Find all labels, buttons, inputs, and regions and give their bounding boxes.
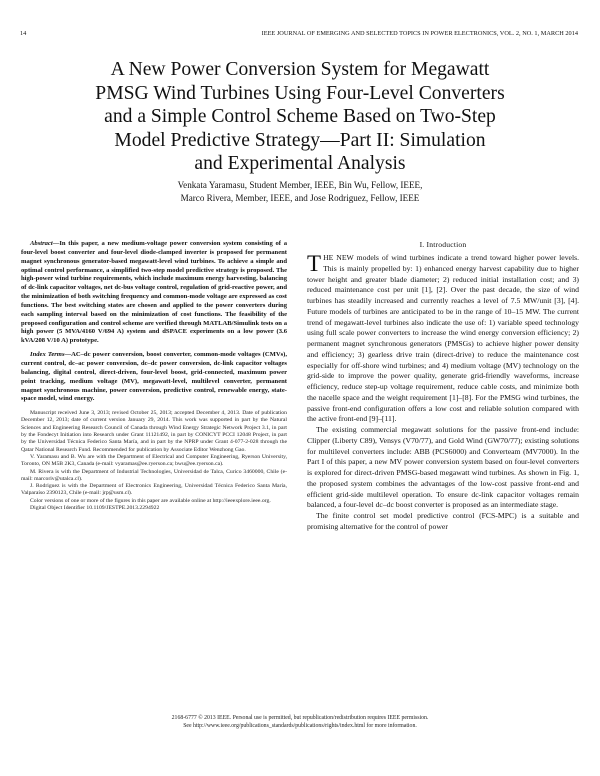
title-line: and a Simple Control Scheme Based on Two-Step — [104, 106, 496, 127]
drop-cap: T — [307, 251, 322, 276]
author-line: Venkata Yaramasu, Student Member, IEEE, Bin Wu, Fellow, IEEE, — [177, 180, 423, 190]
abstract-text: —In this paper, a new medium-voltage power conversion system consisting of a four-level boost converter and four-level diode-clamped inverter is proposed for permanent magnet synchronous generator-based megawatt-level wind turbines. To achieve a simple and optimal control performance, a simplified two-step model predictive strategy is proposed. The high-power wind turbine requirements, which include maximum energy harvesting, balancing of dc-link capacitor voltages, net dc-bus voltage control, regulation of grid-reactive power, and the minimization of both switching frequency and common-mode voltage are expressed as cost functions. The best switching states are chosen and applied to the power converters during each sampling interval based on the minimization of cost functions. The feasibility of the proposed configuration and control scheme are verified through MATLAB/Simulink tests on a high power (5 MVA/4160 V/694 A) system and dSPACE experiments on a low power (3.6 kVA/208 V/10 A) prototype. — [21, 240, 287, 345]
paper-title — [30, 58, 570, 176]
left-column — [21, 240, 287, 512]
copyright-footer — [0, 714, 600, 730]
intro-paragraph: The finite control set model predictive control (FCS-MPC) is a suitable and promising alternative for the control of power — [307, 511, 579, 531]
footnote-affiliation: V. Yaramasu and B. Wu are with the Department of Electrical and Computer Engineering, Ryerson University, Toronto, ON M5B 2K3, Canada (e-mail: vyaramas@ee.ryerson.ca; bwu@ee.ryerson.ca). — [21, 453, 287, 468]
index-terms-text: —AC–dc power conversion, boost converter, common-mode voltages (CMVs), current control, dc–ac power conversion, dc–dc power conversion, dc-link capacitor voltages balancing, digital control, direct-driven, four-level boost, grid-connected, maximum power point tracking, medium voltage (MV), megawatt-level, multilevel converter, permanent magnet synchronous machine, power conversion, predictive control, renewable energy, state-space model, wind energy. — [21, 351, 288, 403]
footnote-manuscript: Manuscript received June 3, 2013; revised October 25, 2013; accepted December 4, 2013. Date of publication December 12, 2013; date of current version January 29, 2014. This work was supported in part by the Natural Sciences and Engineering Research Council of Canada through Wind Energy Strategic Network Project 3.1, in part by the Fondecyt Initiation into Research under Grant 11121492, in part by CONICYT PCCI 12048 Project, in part by the Universidad Técnica Federico Santa María, and in part by the NPRP under Grant 4-077-2-028 through the Qatar National Research Fund. Recommended for publication by Associate Editor Wenzhong Gao. — [21, 410, 287, 453]
footnote-doi: Digital Object Identifier 10.1109/JESTPE.2013.2294922 — [30, 505, 160, 512]
footnote-affiliation: J. Rodriguez is with the Department of Electronics Engineering, Universidad Técnica Federico Santa María, Valparaíso 2390123, Chile (e-mail: jrp@usm.cl). — [21, 483, 287, 497]
intro-paragraph — [307, 253, 579, 425]
journal-title: IEEE JOURNAL OF EMERGING AND SELECTED TOPICS IN POWER ELECTRONICS, VOL. 2, NO. 1, MARCH 2014 — [261, 30, 578, 37]
author-line: Marco Rivera, Member, IEEE, and Jose Rodriguez, Fellow, IEEE — [180, 192, 420, 203]
footnote-affiliation: M. Rivera is with the Department of Industrial Technologies, Universidad de Talca, Curico 3460000, Chile (e-mail: marcoriv@utalca.cl). — [21, 468, 287, 482]
title-line: PMSG Wind Turbines Using Four-Level Converters — [95, 82, 505, 104]
footnotes — [21, 410, 287, 512]
author-list — [60, 179, 540, 204]
abstract — [21, 240, 287, 346]
abstract-label: Abstract — [30, 240, 53, 247]
title-line: Model Predictive Strategy—Part II: Simulation — [114, 129, 486, 151]
title-line: and Experimental Analysis — [194, 153, 406, 174]
page-number: 14 — [20, 30, 27, 37]
title-line: A New Power Conversion System for Megawatt — [110, 59, 490, 80]
intro-paragraph: The existing commercial megawatt solutions for the passive front-end include: Clipper (Liberty C89), Vensys (V70/77), and Gold Wind (GW70/77); existing solutions for multilevel converters include: ABB (PCS6000) and Converteam (MV7000). In the Part I of this paper, a new MV power conversion system based on four-level converters is explored for direct-driven PMSG-based megawatt wind turbines. As shown in Fig. 1, the proposed system combines the advantages of the low-cost passive front-end and efficient grid-side multilevel operation. To ensure dc-link capacitor voltages remain balanced, a four-level dc–dc boost converter is proposed as an intermediate stage. — [307, 425, 579, 510]
footnote-color: Color versions of one or more of the figures in this paper are available online at http://ieeexplore.ieee.org. — [30, 497, 271, 504]
running-header — [20, 30, 578, 40]
index-terms-label: Index Terms — [30, 351, 65, 359]
section-heading: I. Introduction — [419, 240, 467, 249]
intro-paragraph-text: HE NEW models of wind turbines indicate a trend toward higher power levels. This is mainly propelled by: 1) enhanced energy harvest capability due to higher tower height and greater blade diameter; 2) reduced initial installation cost; and 3) reduced maintenance cost per unit [1], [2]. Over the past decade, the size of wind turbines has steadily increased and currently reaches a level of 7.5 MW/unit [3], [4]. Future models of turbines are anticipated to be in the range of 10–15 MW. The current trend of megawatt-level turbines also indicate the use of: 1) variable speed technology using full scale power converters to increase the wind energy conversion efficiency; 2) permanent magnet synchronous generators (PMSGs) to achieve higher power density and efficiency; 3) gearless drive train (direct-drive) to reduce the maintenance cost especially for off-shore wind turbines; and 4) medium voltage (MV) technology on the grid-side to improve the power quality, generate grid-friendly waveforms, increase efficiency, reduce step-up voltage requirement, reduce cable costs, and minimize both the nacelle space and the weight requirement [1]–[8]. For the PMSG wind turbines, the passive front-end configuration offers a low cost and reliable solution compared with the active front-end [9]–[11]. — [307, 253, 579, 424]
right-column — [307, 240, 579, 533]
permissions-line: See http://www.ieee.org/publications_standards/publications/rights/index.html for more information. — [183, 723, 417, 729]
copyright-line: 2168-6777 © 2013 IEEE. Personal use is permitted, but republication/redistribution requires IEEE permission. — [171, 715, 429, 721]
index-terms — [21, 351, 287, 404]
